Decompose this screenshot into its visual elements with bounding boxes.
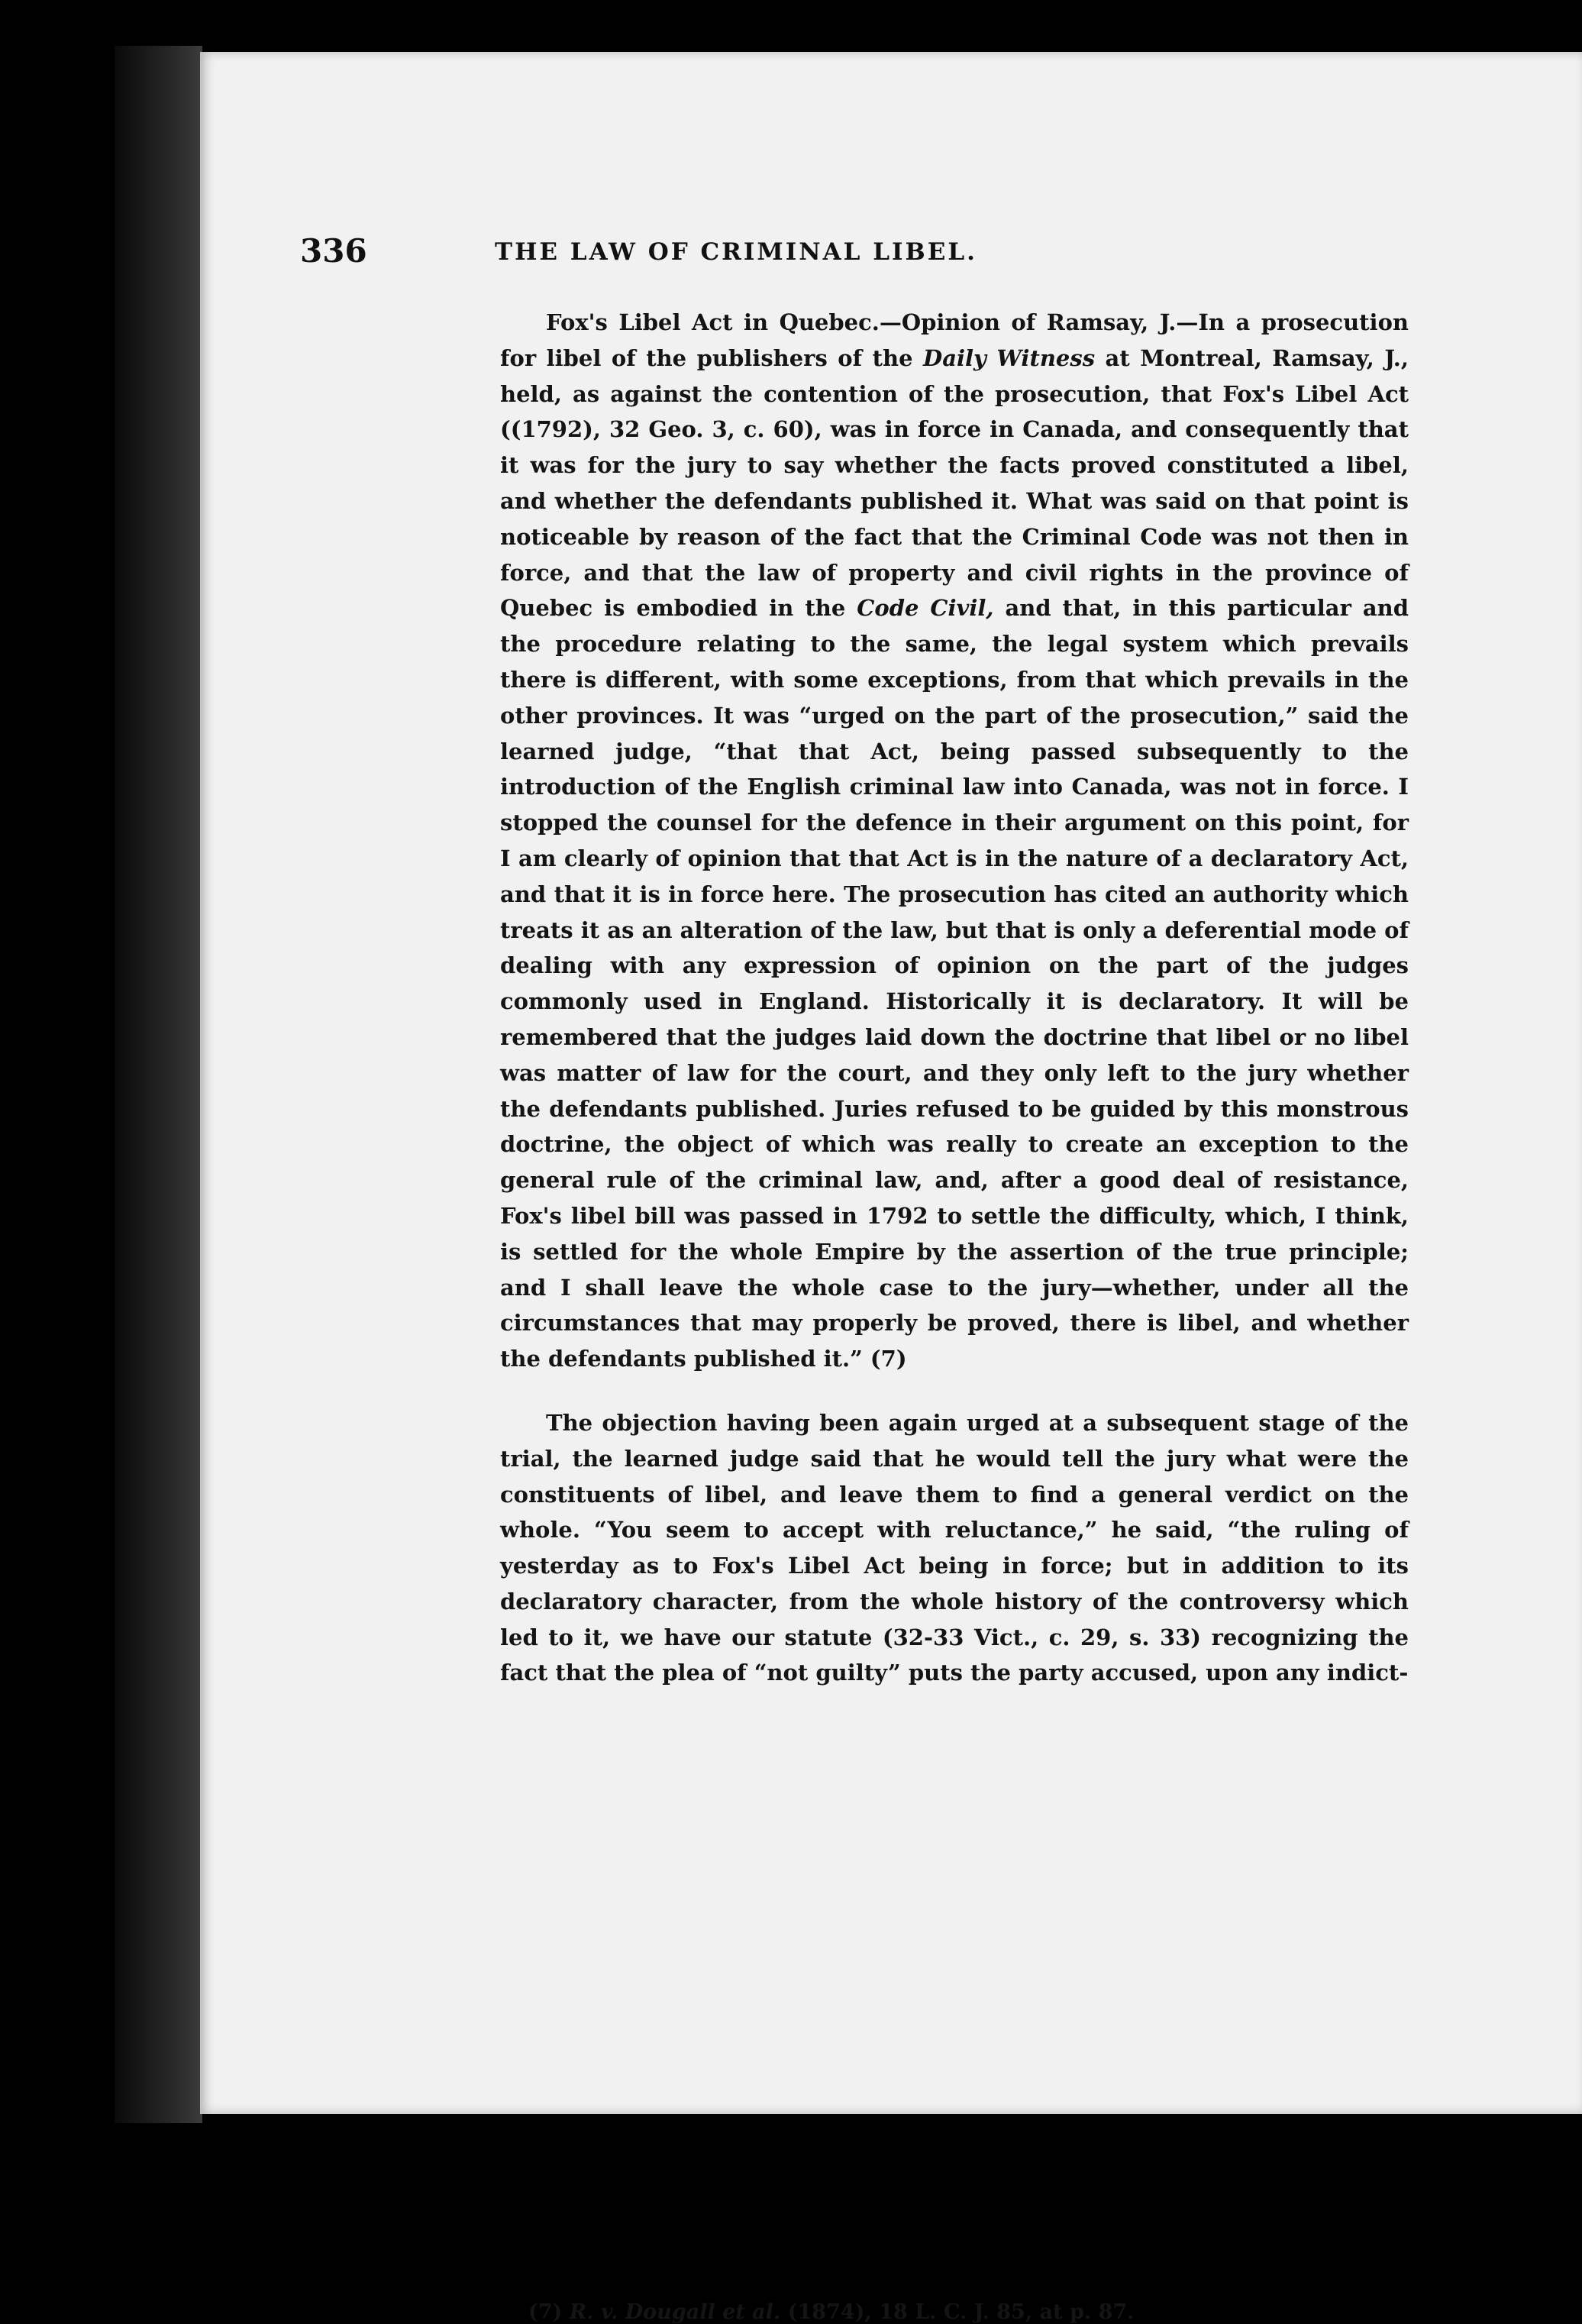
footnote-marker: (7) xyxy=(528,2300,563,2324)
paragraph-fox-libel-act xyxy=(500,305,1409,1377)
paragraph-text: —In a prosecution for libel of the publishers of the xyxy=(500,309,1409,371)
book-spine-edge xyxy=(115,46,202,2123)
paragraph-objection: The objection having been again urged at a subsequent stage of the trial, the learned judge said that he would tell the jury what were the constituents of libel, and leave them to find a general verdict on the whole. “You seem to accept with reluctance,” he said, “the ruling of yesterday as to Fox's Libel Act being in force; but in addition to its declaratory character, from the whole history of the controversy which led to it, we have our statute (32-33 Vict., c. 29, s. 33) recognizing the fact that the plea of “not guilty” puts the party accused, upon any indict- xyxy=(500,1409,1409,1686)
footnote-citation: (1874), 18 L. C. J. 85, at p. 87. xyxy=(787,2300,1135,2324)
running-title: THE LAW OF CRIMINAL LIBEL. xyxy=(495,238,977,266)
section-heading: Fox's Libel Act in Quebec.—Opinion of Ramsay, J. xyxy=(546,309,1177,335)
footnote-case-name: R. v. Dougall et al. xyxy=(569,2300,781,2324)
paragraph-text: at Montreal, Ramsay, J., held, as against the contention of the prosecution, that Fox's Libel Act ((1792), 32 Geo. 3, c. 60), was in force in Canada, and consequently that it was for the jury to say whether the facts proved constituted a libel, and whether the defendants published it. What was said on that point is noticeable by reason of the fact that the Criminal Code was not then in force, and that the law of property and civil rights in the province of Quebec is embodied in the xyxy=(500,344,1409,622)
paragraph-text: and that, in this particular and the procedure relating to the same, the legal system which prevails there is different, with some exceptions, from that which prevails in the other provinces. It was “urged on the part of the prosecution,” said the learned judge, “that that Act, being passed subsequently to the introduction of the English criminal law into Canada, was not in force. I stopped the counsel for the defence in their argument on this point, for I am clearly of opinion that that Act is in the nature of a declaratory Act, and that it is in force here. The prosecution has cited an authority which treats it as an alteration of the law, but that is only a deferential mode of dealing with any expression of opinion on the part of the judges commonly used in England. Historically it is declaratory. It will be remembered that the judges laid down the doctrine that libel or no libel was matter of law for the court, and they only left to the jury whether the defendants published. Juries refused to be guided by this monstrous doctrine, the object of which was really to create an exception to the general rule of the criminal law, and, after a good deal of resistance, Fox's libel bill was passed in 1792 to settle the difficulty, which, I think, is settled for the whole Empire by the assertion of the true principle; and I shall leave the whole case to the jury—whether, under all the circumstances that may properly be proved, there is libel, and whether the defendants published it.” (7) xyxy=(500,595,1409,1372)
footnote xyxy=(528,2300,1135,2324)
code-name: Code Civil, xyxy=(857,595,994,622)
newspaper-name: Daily Witness xyxy=(923,344,1096,371)
page-number: 336 xyxy=(300,232,367,270)
body-text xyxy=(500,305,1409,1691)
running-head xyxy=(300,232,1411,278)
